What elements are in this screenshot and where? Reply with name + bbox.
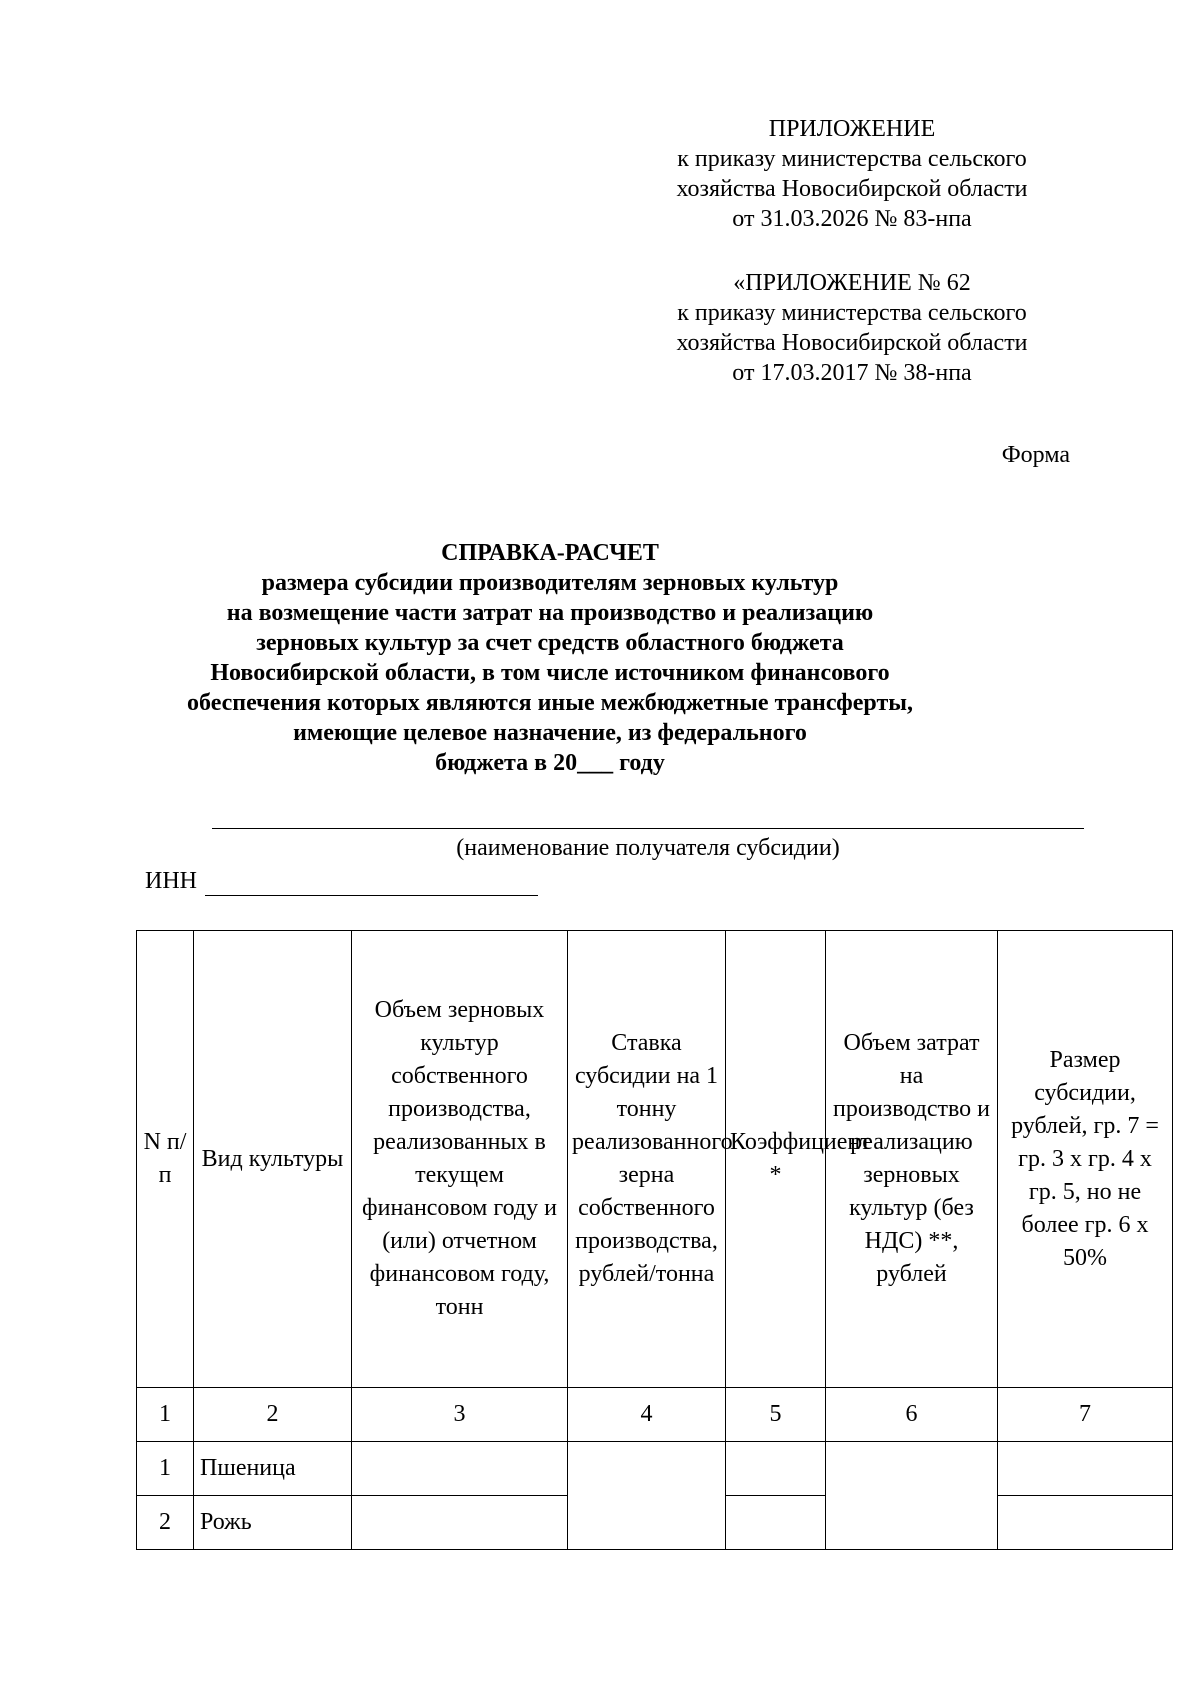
column-number: 1 — [137, 1388, 194, 1442]
title-line: зерновых культур за счет средств областного бюджета — [256, 630, 844, 656]
title-line: обеспечения которых являются иные межбюджетные трансферты, — [187, 690, 913, 716]
annex-62-line: хозяйства Новосибирской области — [676, 330, 1028, 356]
header-cell: Ставка субсидии на 1 тонну реализованного зерна собственного производства, рублей/тонна — [568, 931, 726, 1388]
inn-input-line[interactable] — [205, 869, 538, 896]
calculation-table — [136, 930, 1173, 1550]
coefficient-cell[interactable] — [726, 1442, 826, 1496]
subsidy-cell[interactable] — [998, 1496, 1173, 1550]
title-line: имеющие целевое назначение, из федерального — [293, 720, 807, 746]
recipient-caption: (наименование получателя субсидии) — [456, 835, 840, 861]
title-line: бюджета в 20___ году — [435, 750, 665, 776]
volume-cell[interactable] — [352, 1442, 568, 1496]
costs-cell[interactable] — [826, 1442, 998, 1550]
column-number: 2 — [194, 1388, 352, 1442]
crop-name: Пшеница — [194, 1442, 352, 1496]
crop-name: Рожь — [194, 1496, 352, 1550]
column-number: 6 — [826, 1388, 998, 1442]
document-title — [150, 538, 950, 778]
annex-62-line: к приказу министерства сельского — [677, 300, 1027, 326]
annex-date: от 31.03.2026 № 83-нпа — [732, 206, 972, 232]
annex-title: ПРИЛОЖЕНИЕ — [768, 116, 936, 142]
inn-label: ИНН — [145, 868, 197, 894]
header-cell: Вид культуры — [194, 931, 352, 1388]
annex-header — [622, 114, 1082, 388]
title-line: размера субсидии производителям зерновых культур — [261, 570, 839, 596]
header-cell: Объем зерновых культур собственного производства, реализованных в текущем финансовом году и (или) отчетном финансовом году, тонн — [352, 931, 568, 1388]
form-label: Форма — [1001, 442, 1070, 468]
inn-row — [145, 866, 538, 896]
title-main: СПРАВКА-РАСЧЕТ — [441, 540, 659, 566]
table-row — [137, 1442, 1173, 1496]
annex-62-date: от 17.03.2017 № 38-нпа — [732, 360, 972, 386]
annex-62-title: «ПРИЛОЖЕНИЕ № 62 — [733, 270, 971, 296]
coefficient-cell[interactable] — [726, 1496, 826, 1550]
column-number: 4 — [568, 1388, 726, 1442]
title-line: на возмещение части затрат на производство и реализацию — [226, 600, 874, 626]
title-line: Новосибирской области, в том числе источником финансового — [210, 660, 890, 686]
recipient-name-line[interactable] — [212, 828, 1084, 829]
column-number: 3 — [352, 1388, 568, 1442]
header-cell: Объем затрат на производство и реализацию зерновых культур (без НДС) **, рублей — [826, 931, 998, 1388]
annex-line: к приказу министерства сельского — [677, 146, 1027, 172]
header-cell: Коэффициент * — [726, 931, 826, 1388]
table-header-row — [137, 931, 1173, 1388]
rate-cell[interactable] — [568, 1442, 726, 1550]
subsidy-cell[interactable] — [998, 1442, 1173, 1496]
column-number-row — [137, 1388, 1173, 1442]
header-cell: Размер субсидии, рублей, гр. 7 = гр. 3 x гр. 4 x гр. 5, но не более гр. 6 x 50% — [998, 931, 1173, 1388]
volume-cell[interactable] — [352, 1496, 568, 1550]
annex-line: хозяйства Новосибирской области — [676, 176, 1028, 202]
column-number: 5 — [726, 1388, 826, 1442]
column-number: 7 — [998, 1388, 1173, 1442]
row-number: 1 — [137, 1442, 194, 1496]
annex-62-block — [622, 268, 1082, 388]
header-cell: N п/п — [137, 931, 194, 1388]
row-number: 2 — [137, 1496, 194, 1550]
